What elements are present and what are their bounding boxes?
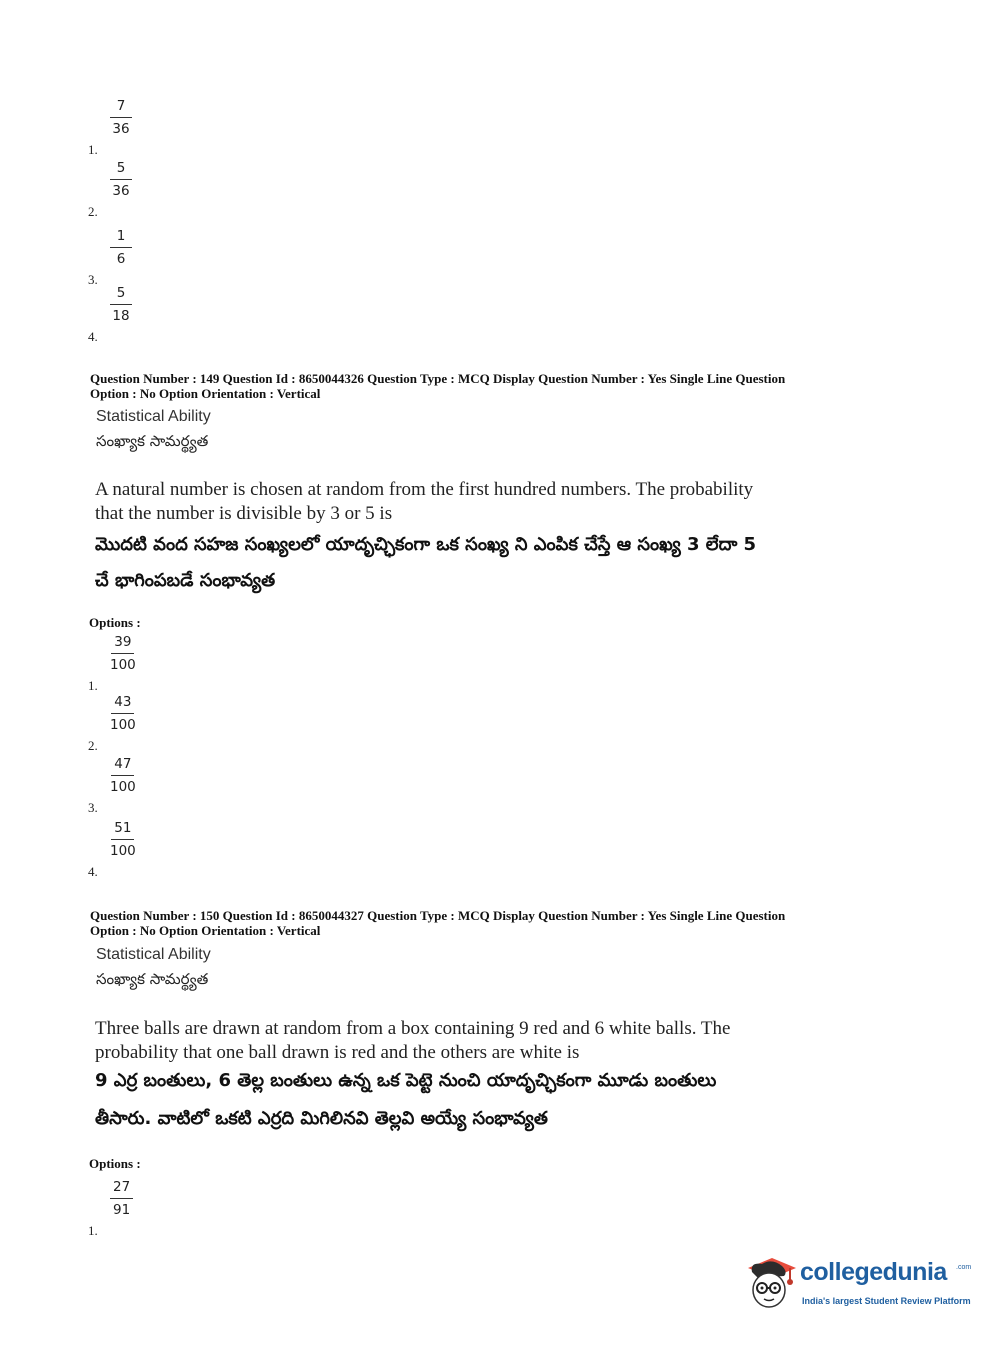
option-number: 2. — [88, 204, 98, 219]
option-number: 1. — [88, 142, 98, 157]
question-149-text-te-line-1: మొదటి వంద సహజ సంఖ్యలలో యాదృచ్ఛికంగా ఒక సంఖ్య ని ఎంపిక చేస్తే ఆ సంఖ్య 3 లేదా 5 — [95, 534, 757, 555]
option-number: 4. — [88, 864, 98, 879]
denominator: 100 — [110, 717, 136, 733]
section-title-te: సంఖ్యాక సామర్థ్యత — [96, 970, 209, 988]
numerator: 5 — [110, 160, 132, 180]
section-title-en: Statistical Ability — [96, 946, 211, 963]
text-line-1: A natural number is chosen at random from the first hundred numbers. The probability — [95, 479, 754, 500]
options-label: Options : — [89, 615, 141, 630]
option-number: 3. — [88, 800, 98, 815]
fraction — [110, 694, 136, 733]
denominator: 91 — [113, 1202, 131, 1218]
option-number: 1. — [88, 1223, 98, 1238]
fraction — [110, 756, 136, 795]
option-number: 3. — [88, 272, 98, 287]
option-3[interactable] — [88, 228, 168, 288]
fraction — [110, 285, 132, 324]
option-1[interactable] — [88, 634, 168, 694]
numerator: 1 — [110, 228, 132, 248]
question-150-text-en — [95, 1017, 730, 1065]
question-150-text-te-line-2: తీసారు. వాటిలో ఒకటి ఎర్రది మిగిలినవి తెల్లవి అయ్యే సంభావ్యత — [95, 1108, 548, 1129]
denominator: 36 — [112, 183, 130, 199]
option-3[interactable] — [88, 756, 168, 816]
mascot-icon — [742, 1252, 800, 1312]
section-title-te: సంఖ్యాక సామర్థ్యత — [96, 432, 209, 450]
collegedunia-logo[interactable] — [742, 1252, 972, 1312]
fraction — [110, 228, 132, 267]
option-number: 2. — [88, 738, 98, 753]
numerator: 5 — [110, 285, 132, 305]
option-number: 4. — [88, 329, 98, 344]
logo-tagline: India's largest Student Review Platform — [802, 1296, 971, 1306]
option-1[interactable] — [88, 1179, 168, 1239]
fraction — [110, 1179, 133, 1218]
question-150-header — [90, 908, 785, 938]
question-149-text-en — [95, 478, 753, 526]
numerator: 51 — [111, 820, 134, 840]
text-line-1: Three balls are drawn at random from a box containing 9 red and 6 white balls. The — [95, 1018, 731, 1039]
numerator: 27 — [110, 1179, 133, 1199]
denominator: 18 — [112, 308, 130, 324]
fraction — [110, 820, 136, 859]
header-line-1: Question Number : 149 Question Id : 8650044326 Question Type : MCQ Display Question Number : Yes Single Line Question — [90, 371, 786, 386]
question-149-header — [90, 371, 785, 401]
option-number: 1. — [88, 678, 98, 693]
fraction — [110, 634, 136, 673]
option-4[interactable] — [88, 285, 168, 345]
logo-name: collegedunia — [800, 1258, 947, 1286]
option-2[interactable] — [88, 160, 168, 220]
fraction — [110, 160, 132, 199]
denominator: 36 — [112, 121, 130, 137]
header-line-2: Option : No Option Orientation : Vertical — [90, 386, 321, 401]
section-title-en: Statistical Ability — [96, 408, 211, 425]
denominator: 100 — [110, 843, 136, 859]
text-line-2: that the number is divisible by 3 or 5 is — [95, 503, 393, 524]
option-4[interactable] — [88, 820, 168, 880]
numerator: 43 — [111, 694, 134, 714]
fraction — [110, 98, 132, 137]
options-label: Options : — [89, 1156, 141, 1171]
question-150-text-te-line-1: 9 ఎర్ర బంతులు, 6 తెల్ల బంతులు ఉన్న ఒక పెట్టె నుంచి యాదృచ్ఛికంగా మూడు బంతులు — [95, 1070, 717, 1091]
question-149-text-te-line-2: చే భాగింపబడే సంభావ్యత — [95, 570, 276, 591]
numerator: 39 — [111, 634, 134, 654]
header-line-2: Option : No Option Orientation : Vertical — [90, 923, 321, 938]
denominator: 100 — [110, 779, 136, 795]
option-2[interactable] — [88, 694, 168, 754]
text-line-2: probability that one ball drawn is red and the others are white is — [95, 1042, 580, 1063]
logo-suffix: .com — [956, 1264, 972, 1271]
numerator: 7 — [110, 98, 132, 118]
denominator: 100 — [110, 657, 136, 673]
numerator: 47 — [111, 756, 134, 776]
denominator: 6 — [116, 251, 126, 267]
header-line-1: Question Number : 150 Question Id : 8650044327 Question Type : MCQ Display Question Number : Yes Single Line Question — [90, 908, 786, 923]
option-1[interactable] — [88, 98, 168, 158]
